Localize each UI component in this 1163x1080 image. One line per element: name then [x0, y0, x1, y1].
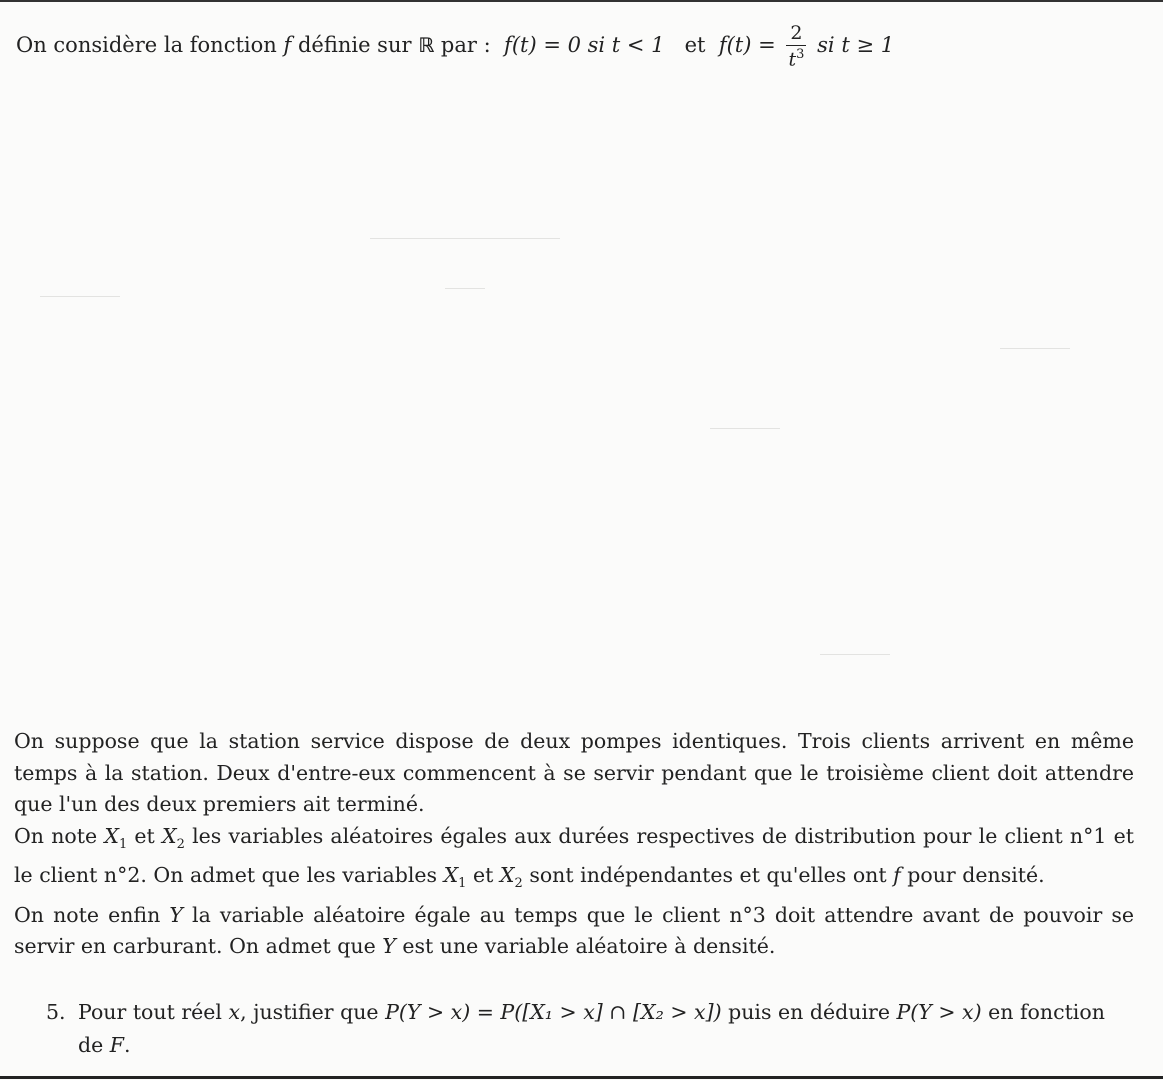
fraction-numerator: 2: [786, 24, 806, 46]
case-two-lhs: f(t) =: [718, 33, 776, 58]
var-x2-sub: 2: [176, 836, 185, 852]
question-body: [78, 996, 1128, 1062]
fraction-denominator: [786, 46, 806, 69]
p2-text: et: [134, 823, 155, 848]
formula-survival: P(Y > x): [896, 1000, 982, 1024]
p2-text: les variables aléatoires égales aux durées respectives de distribution pour le client n°1 et le client n°2. On admet que les variables: [14, 823, 1134, 888]
intro-par: par :: [440, 33, 491, 58]
p3-text: On note enfin: [14, 902, 161, 927]
p2-text: et: [472, 863, 494, 888]
var-x2-sub: 2: [514, 876, 523, 892]
intro-defined-on: définie sur: [297, 33, 412, 58]
p3-text: est une variable aléatoire à densité.: [402, 934, 776, 959]
denominator-base: t: [788, 48, 797, 71]
case-one: f(t) = 0 si t < 1: [504, 33, 665, 58]
fraction: [786, 24, 806, 69]
top-rule: [0, 0, 1163, 2]
paragraph-setup: On suppose que la station service dispose de deux pompes identiques. Trois clients arrivent en même temps à la station. Deux d'entre-eux commencent à se servir pendant que le troisième client doit attendre que l'un des deux premiers ait terminé.: [14, 729, 1134, 816]
function-definition: [16, 24, 1146, 69]
problem-statement: [14, 726, 1134, 963]
case-two-condition: si t ≥ 1: [817, 33, 895, 58]
question-number: 5.: [46, 1000, 66, 1024]
intro-lead: On considère la fonction: [16, 33, 277, 58]
var-x1: X: [104, 823, 119, 848]
scan-artifact: [40, 296, 120, 297]
paragraph-variables: [14, 821, 1134, 900]
scan-artifact: [1000, 348, 1070, 349]
function-symbol: f: [283, 33, 292, 58]
p2-text: pour densité.: [907, 863, 1045, 888]
q-text: .: [124, 1033, 131, 1057]
p2-text: On note: [14, 823, 98, 848]
var-x: x: [228, 1000, 241, 1024]
var-y: Y: [169, 902, 183, 927]
real-set-symbol: ℝ: [418, 33, 435, 58]
var-x2: X: [162, 823, 177, 848]
var-y: Y: [382, 934, 396, 959]
denominator-exponent: 3: [796, 47, 805, 62]
scan-artifact: [820, 654, 890, 655]
q-text: , justifier que: [240, 1000, 379, 1024]
var-x1-sub: 1: [118, 836, 128, 852]
formula-intersection: P(Y > x) = P([X₁ > x] ∩ [X₂ > x]): [385, 1000, 722, 1024]
scan-artifact: [710, 428, 780, 429]
bottom-rule: [0, 1076, 1163, 1079]
function-symbol: f: [893, 863, 901, 888]
var-F: F: [109, 1033, 125, 1057]
intro-connector: et: [684, 33, 706, 58]
q-text: puis en déduire: [728, 1000, 890, 1024]
p2-text: sont indépendantes et qu'elles ont: [529, 863, 887, 888]
question-5: [46, 996, 1136, 1062]
var-x2: X: [499, 863, 515, 888]
var-x1: X: [443, 863, 459, 888]
scan-artifact: [445, 288, 485, 289]
paragraph-y: [14, 900, 1134, 963]
p3-text: la variable aléatoire égale au temps que le client n°3 doit attendre avant de pouvoir se servir en carburant. On admet que: [14, 902, 1134, 959]
scan-artifact: [370, 238, 560, 239]
q-text: en fonction de: [78, 1000, 1105, 1057]
q-text: Pour tout réel: [78, 1000, 222, 1024]
var-x1-sub: 1: [458, 876, 467, 892]
